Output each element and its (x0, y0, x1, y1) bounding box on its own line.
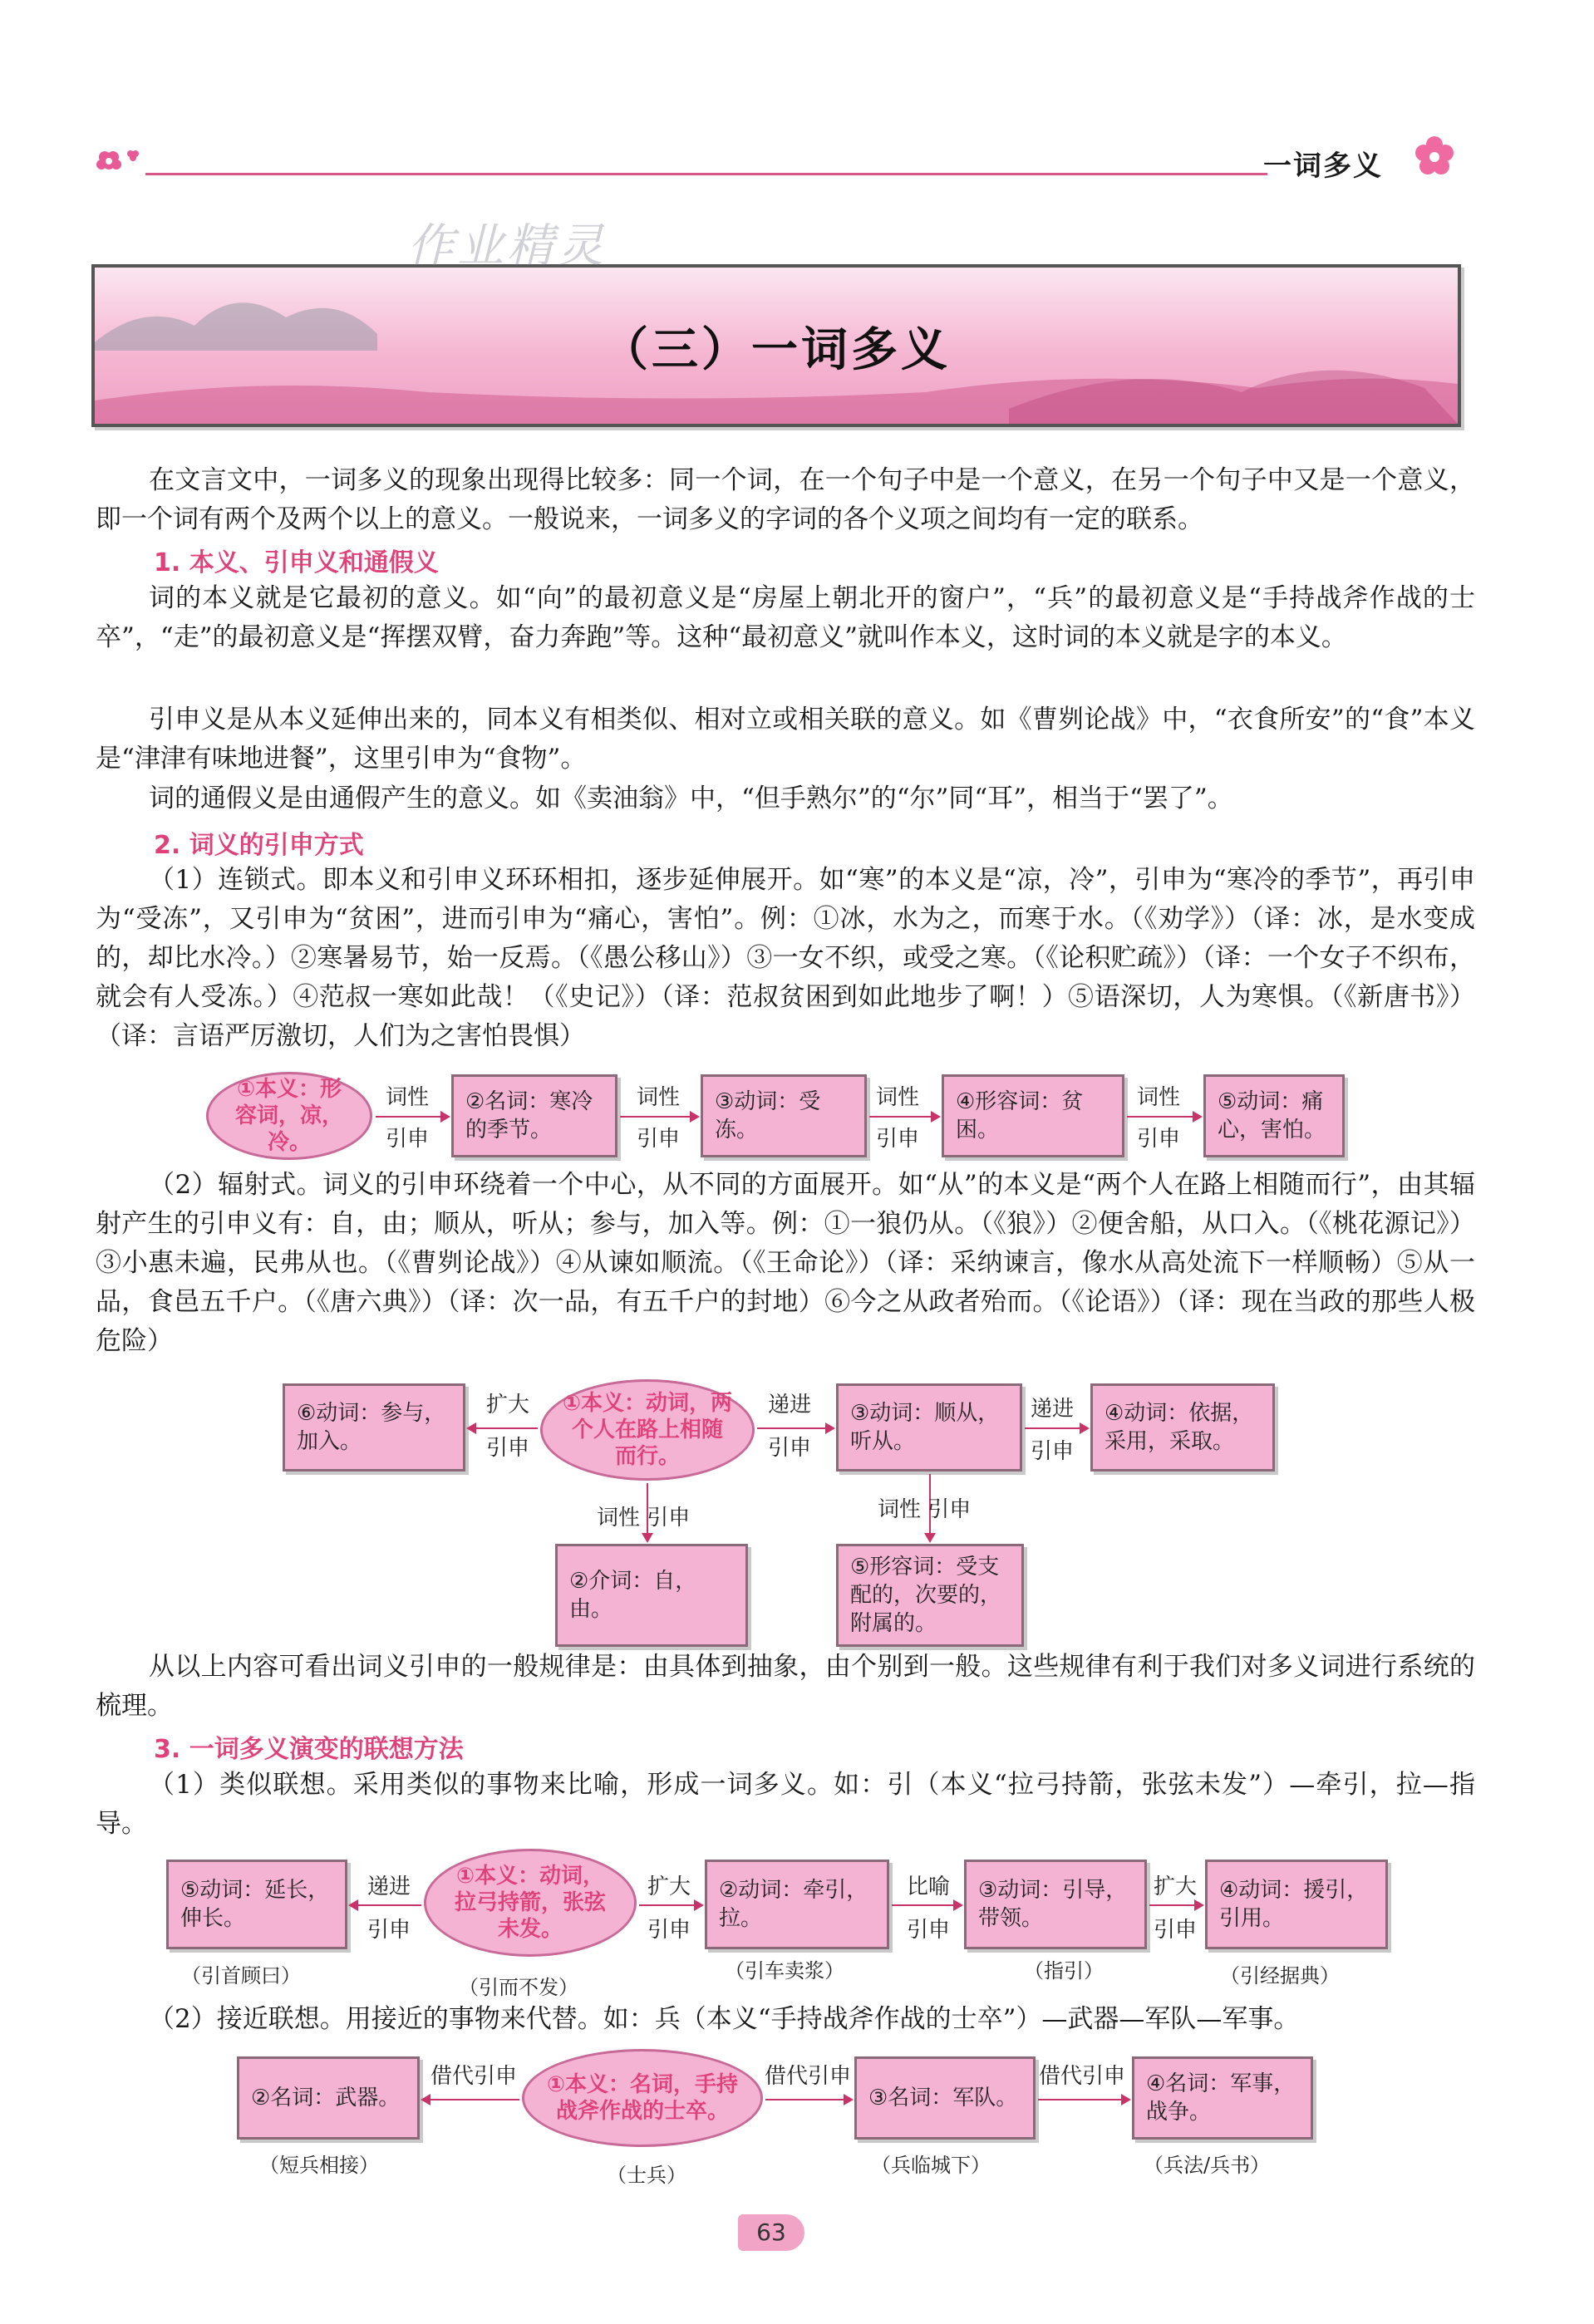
association-node: ③名词：军队。 (854, 2056, 1036, 2140)
header-rule (145, 173, 1267, 175)
arrow (1038, 2099, 1129, 2100)
chain-node: ③动词：受冻。 (701, 1074, 867, 1157)
example-caption: （士兵） (607, 2164, 686, 2187)
association-node: ⑤动词：延长，伸长。 (166, 1860, 347, 1949)
arrow-label: 借代引申 (430, 2064, 518, 2089)
arrow-label: 扩大 (647, 1874, 691, 1899)
arrow-label: 引申 (386, 1127, 430, 1152)
paragraph: 引申义是从本义延伸出来的，同本义有相类似、相对立或相关联的意义。如《曹刿论战》中，“衣食所安”的“食”本义是“津津有味地进餐”，这里引申为“食物”。 (96, 705, 1475, 774)
arrow-label: 递进 (768, 1393, 812, 1417)
arrow (1127, 1116, 1201, 1118)
radial-node: ④动词：依据，采用，采取。 (1090, 1383, 1275, 1472)
heading-1: 1. 本义、引申义和通假义 (154, 548, 439, 577)
arrow-label: 借代引申 (765, 2064, 852, 2089)
association-node: ②名词：武器。 (237, 2056, 420, 2140)
watermark: 作业精灵 (407, 219, 607, 273)
arrow-label: 引申 (768, 1436, 812, 1461)
arrow (1149, 1904, 1203, 1906)
arrow-label: 词性 引申 (597, 1506, 691, 1530)
arrow-label: 词性 引申 (878, 1497, 972, 1522)
paragraph: 词的通假义是由通假产生的意义。如《卖油翁》中，“但手熟尔”的“尔”同“耳”，相当于“罢了”。 (149, 784, 1233, 813)
arrow-label: 引申 (486, 1436, 530, 1461)
arrow-label: 引申 (367, 1918, 411, 1943)
arrow (765, 2099, 852, 2100)
radial-node: ⑥动词：参与，加入。 (283, 1383, 465, 1472)
page-number: 63 (738, 2214, 804, 2251)
association-node: ④动词：援引，引用。 (1205, 1860, 1388, 1949)
arrow (376, 1116, 449, 1118)
arrow-label: 引申 (1031, 1439, 1075, 1464)
arrow-label: 扩大 (486, 1393, 530, 1417)
flower-icon (1413, 135, 1456, 181)
paragraph: （1）类似联想。采用类似的事物来比喻，形成一词多义。如：引（本义“拉弓持箭，张弦未发”）—牵引，拉—指导。 (96, 1770, 1475, 1839)
arrow-label: 递进 (367, 1874, 411, 1899)
paragraph: 词的本义就是它最初的意义。如“向”的最初意义是“房屋上朝北开的窗户”，“兵”的最初意义是“手持战斧作战的士卒”，“走”的最初意义是“挥摆双臂，奋力奔跑”等。这种“最初意义”就叫作本义，这时词的本义就是字的本义。 (96, 583, 1475, 652)
association-node: ②动词：牵引，拉。 (705, 1860, 889, 1949)
example-caption: （引经据典） (1220, 1964, 1340, 1987)
arrow-label: 引申 (876, 1127, 920, 1152)
arrow (1025, 1427, 1088, 1429)
arrow-label: 扩大 (1154, 1874, 1198, 1899)
arrow (468, 1427, 538, 1429)
radial-node: ⑤形容词：受支配的，次要的，附属的。 (836, 1544, 1024, 1647)
heading-2: 2. 词义的引申方式 (154, 831, 364, 860)
arrow (639, 1904, 702, 1906)
example-caption: （引首顾曰） (181, 1964, 301, 1987)
intro-paragraph: 在文言文中，一词多义的现象出现得比较多：同一个词，在一个句子中是一个意义，在另一个句子中又是一个意义，即一个词有两个及两个以上的意义。一般说来，一词多义的字词的各个义项之间均有一定的联系。 (96, 465, 1475, 534)
paragraph: 从以上内容可看出词义引申的一般规律是：由具体到抽象，由个别到一般。这些规律有利于我们对多义词进行系统的梳理。 (96, 1652, 1475, 1721)
chain-node: ④形容词：贫困。 (942, 1074, 1124, 1157)
association-center: ①本义：名词，手持战斧作战的士卒。 (522, 2049, 763, 2147)
arrow (620, 1116, 698, 1118)
paragraph: （1）连锁式。即本义和引申义环环相扣，逐步延伸展开。如“寒”的本义是“凉，冷”，引申为“寒冷的季节”，再引申为“受冻”，又引申为“贫困”，进而引申为“痛心，害怕”。例：①冰，水为之，而寒于水。（《劝学》）（译：冰，是水变成的，却比水冷。）②寒暑易节，始一反焉。（《愚公移山》）③一女不织，或受之寒。（《论积贮疏》）（译：一个女子不织布，就会有人受冻。）④范叔一寒如此哉！（《史记》）（译：范叔贫困到如此地步了啊！）⑤语深切，人为寒惧。（《新唐书》）（译：言语严厉激切，人们为之害怕畏惧） (96, 865, 1475, 1051)
association-node: ④名词：军事，战争。 (1132, 2056, 1313, 2140)
arrow-label: 词性 (876, 1085, 920, 1110)
arrow-label: 借代引申 (1039, 2064, 1126, 2089)
example-caption: （兵临城下） (871, 2154, 991, 2177)
section-banner (91, 264, 1461, 427)
arrow (757, 1427, 834, 1429)
heading-3: 3. 一词多义演变的联想方法 (154, 1735, 464, 1764)
section-title: （三）一词多义 (602, 323, 951, 377)
flower-icon (93, 145, 143, 182)
paragraph: （2）接近联想。用接近的事物来代替。如：兵（本义“手持战斧作战的士卒”）—武器—军队—军事。 (149, 2004, 1300, 2034)
arrow-label: 比喻 (907, 1874, 951, 1899)
arrow-label: 词性 (1137, 1085, 1181, 1110)
association-center: ①本义：动词，拉弓持箭，张弦未发。 (424, 1849, 637, 1957)
radial-center: ①本义：动词，两个人在路上相随而行。 (540, 1379, 755, 1481)
radial-node: ②介词：自，由。 (555, 1544, 748, 1647)
example-caption: （指引） (1024, 1959, 1104, 1983)
arrow-label: 引申 (1154, 1918, 1198, 1943)
arrow-label: 词性 (637, 1085, 681, 1110)
example-caption: （兵法/兵书） (1144, 2154, 1271, 2177)
association-node: ③动词：引导，带领。 (964, 1860, 1147, 1949)
chain-node-origin: ①本义：形容词，凉，冷。 (206, 1072, 372, 1160)
radial-node: ③动词：顺从，听从。 (836, 1383, 1022, 1472)
arrow (869, 1116, 939, 1118)
arrow-label: 引申 (637, 1127, 681, 1152)
chain-node: ②名词：寒冷的季节。 (451, 1074, 617, 1157)
arrow-label: 引申 (907, 1918, 951, 1943)
paragraph: （2）辐射式。词义的引申环绕着一个中心，从不同的方面展开。如“从”的本义是“两个人在路上相随而行”，由其辐射产生的引申义有：自，由；顺从，听从；参与，加入等。例：①一狼仍从。（《狼》）②便舍船，从口入。（《桃花源记》）③小惠未遍，民弗从也。（《曹刿论战》）④从谏如顺流。（《王命论》）（译：采纳谏言，像水从高处流下一样顺畅）⑤从一品，食邑五千户。（《唐六典》）（译：次一品，有五千户的封地）⑥今之从政者殆而。（《论语》）（译：现在当政的那些人极危险） (96, 1170, 1475, 1356)
arrow-label: 引申 (647, 1918, 691, 1943)
arrow (892, 1904, 962, 1906)
header-title: 一词多义 (1263, 150, 1383, 183)
arrow (350, 1904, 421, 1906)
arrow-label: 词性 (386, 1085, 430, 1110)
arrow (422, 2099, 519, 2100)
arrow-label: 引申 (1137, 1127, 1181, 1152)
example-caption: （短兵相接） (259, 2154, 379, 2177)
chain-node: ⑤动词：痛心，害怕。 (1203, 1074, 1345, 1157)
arrow-label: 递进 (1031, 1397, 1075, 1422)
example-caption: （引而不发） (459, 1976, 578, 1999)
example-caption: （引车卖浆） (725, 1959, 844, 1983)
